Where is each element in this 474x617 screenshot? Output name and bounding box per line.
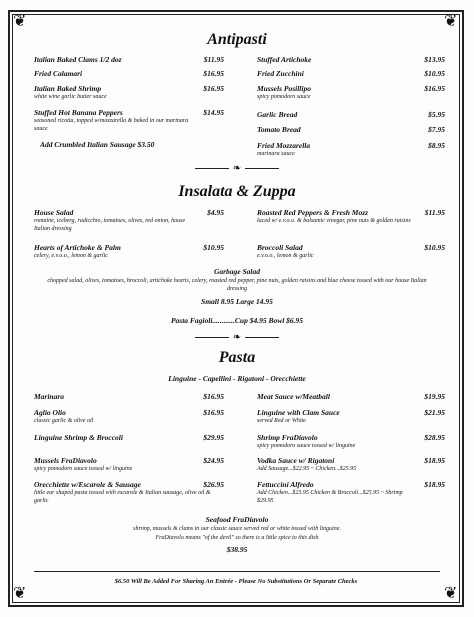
item-price: $14.95 (203, 108, 224, 117)
item-price: $8.95 (428, 141, 445, 150)
item-name: Roasted Red Peppers & Fresh Mozz (257, 208, 369, 217)
item-name: Aglio Olio (34, 408, 66, 417)
menu-item (34, 433, 224, 443)
item-price: $7.95 (428, 125, 445, 134)
pasta-fagioli: Pasta Fagioli............Cup $4.95 Bowl $6.95 (170, 316, 304, 325)
item-price: $18.95 (424, 456, 445, 465)
item-name: Italian Baked Shrimp (34, 84, 102, 93)
item-name: Tomato Bread (257, 125, 301, 134)
seafood-fradiavolo-price: $38.95 (226, 545, 248, 554)
seafood-fradiavolo-name: Seafood FraDiavolo (205, 515, 269, 524)
menu-item (257, 141, 445, 151)
section-title-antipasti: Antipasti (207, 31, 267, 48)
item-name: Fettuccini Alfredo (257, 480, 314, 489)
menu-item (34, 108, 224, 118)
item-description: Add Sausage...$22.95 ~ Chicken...$25.95 (257, 466, 357, 472)
menu-item (257, 243, 445, 253)
menu-item (34, 84, 224, 94)
seafood-fradiavolo-note: FraDiavolo means "of the devil" so there is a little spice to this dish (155, 535, 319, 541)
item-description: white wine garlic butter sauce (34, 94, 107, 100)
corner-ornament-top-left-icon: ❦ (13, 13, 27, 30)
item-name: Orecchiette w/Escarole & Sausage (34, 480, 141, 489)
item-price: $11.95 (203, 55, 224, 64)
item-name: Stuffed Hot Banana Peppers (34, 108, 123, 117)
item-name: Italian Baked Clams 1/2 doz (34, 55, 122, 64)
item-price: $11.95 (424, 208, 445, 217)
item-price: $4.95 (207, 208, 224, 217)
item-name: Broccoli Salad (257, 243, 303, 252)
item-description: little ear shaped pasta tossed with escarole & Italian sausage, olive oil & garlic (34, 490, 211, 504)
garbage-salad-name: Garbage Salad (213, 267, 261, 276)
menu-item (34, 208, 224, 218)
item-price: $16.95 (424, 84, 445, 93)
menu-item (34, 456, 224, 466)
menu-item (257, 408, 445, 418)
item-name: Mussels Posillipo (257, 84, 311, 93)
divider-ornament-icon: ❧ (232, 163, 242, 174)
item-price: $19.95 (424, 392, 445, 401)
menu-item (34, 243, 224, 253)
item-description: e.v.o.o., lemon & garlic (257, 253, 314, 259)
item-description: marinara sauce (257, 151, 295, 157)
item-price: $21.95 (424, 408, 445, 417)
menu-item (257, 84, 445, 94)
item-price: $16.95 (203, 392, 224, 401)
section-divider (0, 164, 474, 174)
corner-ornament-bottom-right-icon: ❦ (444, 585, 458, 602)
item-description: laced w/ e.v.o.o. & balsamic vinegar, pine nuts & golden raisins (257, 218, 411, 224)
item-description: Add Chicken...$23.95 Chicken & Broccoli...$25.95 ~ Shrimp $29.95 (257, 490, 403, 504)
item-price: $13.95 (424, 55, 445, 64)
footer-divider (34, 571, 440, 572)
item-description: celery, e.v.o.o., lemon & garlic (34, 253, 108, 259)
garbage-salad-sizes: Small 8.95 Large 14.95 (201, 297, 273, 306)
item-description: served Red or White (257, 418, 306, 424)
item-price: $10.95 (203, 243, 224, 252)
menu-item (257, 392, 445, 402)
section-title-insalata: Insalata & Zuppa (178, 183, 296, 200)
item-description: spicy pomodoro sauce tossed w/ linguine (34, 466, 133, 472)
item-name: Vodka Sauce w/ Rigatoni (257, 456, 335, 465)
item-price: $16.95 (203, 69, 224, 78)
menu-item (34, 392, 224, 402)
item-price: $5.95 (428, 110, 445, 119)
item-name: Garlic Bread (257, 110, 298, 119)
menu-item (257, 125, 445, 135)
item-price: $10.95 (424, 243, 445, 252)
menu-item (34, 69, 224, 79)
menu-item (257, 433, 445, 443)
menu-item (257, 480, 445, 490)
item-price: $29.95 (203, 433, 224, 442)
item-name: Meat Sauce w/Meatball (257, 392, 330, 401)
menu-item (257, 456, 445, 466)
item-name: Mussels FraDiavolo (34, 456, 97, 465)
divider-ornament-icon: ❧ (232, 332, 242, 343)
item-price: $18.95 (424, 480, 445, 489)
item-description: spicy pomodoro sauce tossed w/ linguine (257, 443, 356, 449)
item-name: Marinara (34, 392, 65, 401)
item-price: $10.95 (424, 69, 445, 78)
item-name: Hearts of Artichoke & Palm (34, 243, 121, 252)
item-price: $24.95 (203, 456, 224, 465)
seafood-fradiavolo-description: shrimp, mussels & clams in our classic sauce served red or white tossed with linguine. (133, 526, 341, 532)
item-name: Fried Zucchini (257, 69, 304, 78)
garbage-salad-description: chopped salad, olives, tomatoes, broccoli, artichoke hearts, celery, roasted red pepper, pine nuts, golden raisins and blue cheese tossed with our house Italian dressing (47, 278, 427, 292)
menu-item (257, 110, 445, 120)
corner-ornament-top-right-icon: ❦ (444, 13, 458, 30)
corner-ornament-bottom-left-icon: ❦ (13, 585, 27, 602)
menu-item (34, 408, 224, 418)
pasta-shapes: Linguine - Capellini - Rigatoni - Orecchiette (168, 374, 306, 383)
item-price: $28.95 (424, 433, 445, 442)
item-name: Fried Calamari (34, 69, 83, 78)
footer-note: $6.50 Will Be Added For Sharing An Entrée - Please No Substitutions Or Separate Checks (114, 578, 358, 585)
item-name: Shrimp FraDiavolo (257, 433, 318, 442)
menu-item (257, 55, 445, 65)
section-title-pasta: Pasta (218, 349, 256, 366)
menu-item (34, 480, 224, 490)
item-name: Stuffed Artichoke (257, 55, 312, 64)
item-price: $16.95 (203, 84, 224, 93)
item-description: classic garlic & olive oil (34, 418, 94, 424)
item-name: Linguine Shrimp & Broccoli (34, 433, 123, 442)
item-description: seasoned ricotta, topped w/mozzarella & baked in our marinara sauce (34, 118, 189, 132)
menu-item (34, 55, 224, 65)
item-name: House Salad (34, 208, 74, 217)
menu-item (257, 69, 445, 79)
menu-item (257, 208, 445, 218)
item-name: Fried Mozzarella (257, 141, 311, 150)
item-name: Linguine with Clam Sauce (257, 408, 340, 417)
sausage-add-on-note: Add Crumbled Italian Sausage $3.50 (40, 140, 155, 149)
item-price: $26.95 (203, 480, 224, 489)
item-description: romaine, iceberg, radicchio, tomatoes, olives, red onion, house Italian dressing (34, 218, 186, 232)
item-price: $16.95 (203, 408, 224, 417)
item-description: spicy pomodoro sauce (257, 94, 311, 100)
section-divider (0, 333, 474, 343)
